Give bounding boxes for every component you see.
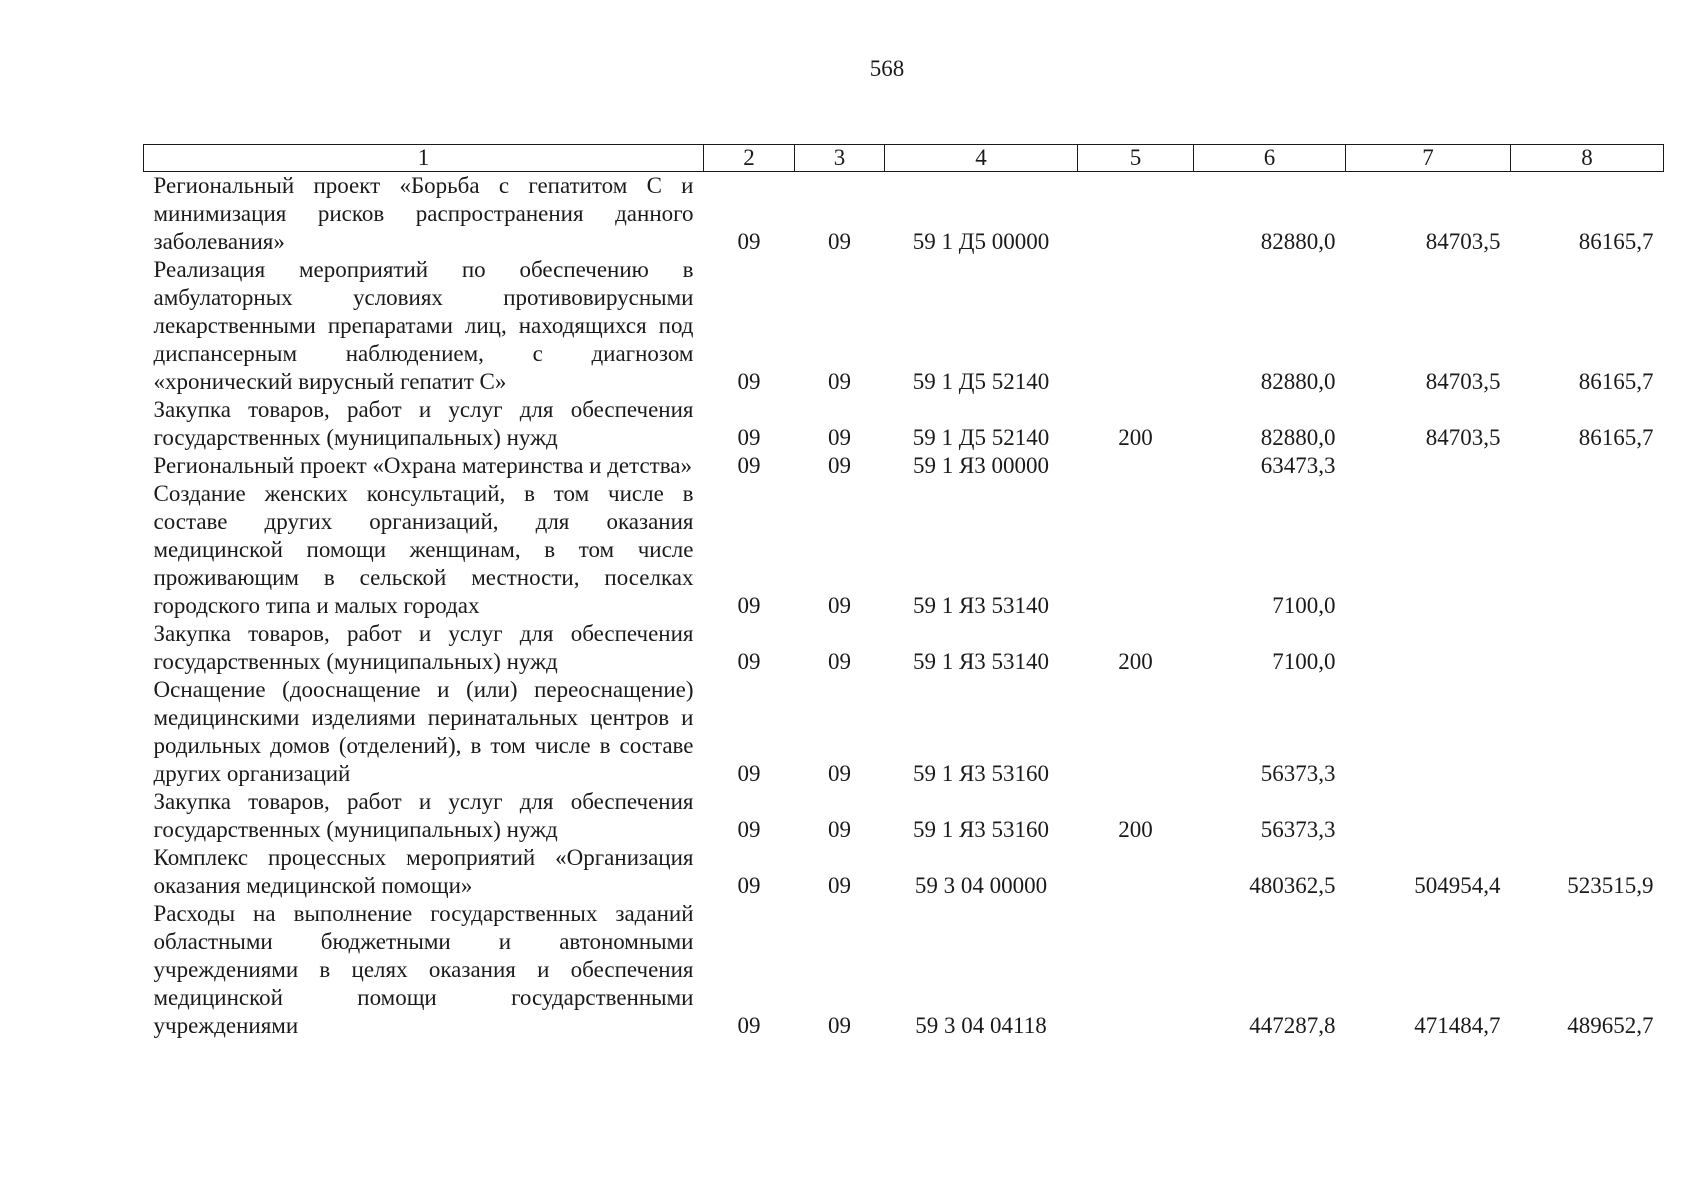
section-code: 09 bbox=[737, 593, 761, 618]
amount-col-6: 56373,3 bbox=[1260, 817, 1336, 842]
amount-col-8: 86165,7 bbox=[1578, 229, 1654, 254]
amount-col-8: 489652,7 bbox=[1567, 1013, 1654, 1038]
section-code: 09 bbox=[737, 761, 761, 786]
table-body bbox=[144, 172, 1664, 1041]
expense-type-code bbox=[1078, 256, 1194, 396]
item-name: Реализация мероприятий по обеспечению в амбулаторных условиях противовирусными лекарственными препаратами лиц, находящихся под диспансерным наблюдением, с диагнозом «хронический вирусный гепатит С» bbox=[153, 257, 694, 394]
amount-col-7: 504954,4 bbox=[1414, 873, 1501, 898]
subsection-code: 09 bbox=[828, 369, 851, 394]
target-article-code: 59 1 Я3 00000 bbox=[912, 453, 1050, 478]
amount-col-8: 86165,7 bbox=[1578, 369, 1654, 394]
amount-col-8 bbox=[1511, 620, 1664, 676]
target-article-code: 59 1 Д5 00000 bbox=[912, 229, 1050, 254]
item-name: Комплекс процессных мероприятий «Организация оказания медицинской помощи» bbox=[153, 845, 694, 898]
expense-type-code: 200 bbox=[1118, 649, 1153, 674]
expense-type-code bbox=[1078, 676, 1194, 788]
amount-col-6: 7100,0 bbox=[1272, 649, 1336, 674]
section-code: 09 bbox=[737, 1013, 761, 1038]
header-row bbox=[144, 145, 1664, 172]
amount-col-8 bbox=[1511, 788, 1664, 844]
table-row bbox=[144, 676, 1664, 788]
table-row bbox=[144, 480, 1664, 620]
item-name: Закупка товаров, работ и услуг для обеспечения государственных (муниципальных) нужд bbox=[153, 621, 694, 674]
target-article-code: 59 3 04 00000 bbox=[914, 873, 1048, 898]
table-row bbox=[144, 788, 1664, 844]
amount-col-7 bbox=[1346, 788, 1511, 844]
subsection-code: 09 bbox=[828, 761, 851, 786]
amount-col-6: 82880,0 bbox=[1260, 425, 1336, 450]
target-article-code: 59 1 Я3 53140 bbox=[912, 649, 1050, 674]
target-article-code: 59 1 Д5 52140 bbox=[912, 369, 1050, 394]
subsection-code: 09 bbox=[828, 1013, 851, 1038]
target-article-code: 59 1 Я3 53160 bbox=[912, 761, 1050, 786]
target-article-code: 59 1 Д5 52140 bbox=[912, 425, 1050, 450]
amount-col-7: 84703,5 bbox=[1425, 425, 1501, 450]
target-article-code: 59 1 Я3 53140 bbox=[912, 593, 1050, 618]
item-name: Региональный проект «Охрана материнства и детства» bbox=[153, 453, 692, 478]
column-header: 4 bbox=[885, 145, 1078, 172]
expense-type-code bbox=[1078, 172, 1194, 257]
amount-col-6: 82880,0 bbox=[1260, 369, 1336, 394]
amount-col-6: 56373,3 bbox=[1260, 761, 1336, 786]
amount-col-7 bbox=[1346, 480, 1511, 620]
amount-col-6: 63473,3 bbox=[1260, 453, 1336, 478]
expense-type-code bbox=[1078, 844, 1194, 900]
expense-type-code bbox=[1078, 480, 1194, 620]
subsection-code: 09 bbox=[828, 593, 851, 618]
subsection-code: 09 bbox=[828, 649, 851, 674]
section-code: 09 bbox=[737, 229, 761, 254]
section-code: 09 bbox=[737, 425, 761, 450]
page-number: 568 bbox=[869, 56, 905, 81]
subsection-code: 09 bbox=[828, 229, 851, 254]
section-code: 09 bbox=[737, 453, 761, 478]
amount-col-8 bbox=[1511, 676, 1664, 788]
item-name: Создание женских консультаций, в том числе в составе других организаций, для оказания медицинской помощи женщинам, в том числе проживающим в сельской местности, поселках городского типа и малых городах bbox=[153, 481, 694, 618]
subsection-code: 09 bbox=[828, 817, 851, 842]
column-header: 5 bbox=[1078, 145, 1194, 172]
table-row bbox=[144, 452, 1664, 480]
column-header: 2 bbox=[704, 145, 795, 172]
expense-type-code bbox=[1078, 452, 1194, 480]
item-name: Расходы на выполнение государственных заданий областными бюджетными и автономными учреждениями в целях оказания и обеспечения медицинской помощи государственными учреждениями bbox=[153, 901, 694, 1038]
item-name: Оснащение (дооснащение и (или) переоснащение) медицинскими изделиями перинатальных центров и родильных домов (отделений), в том числе в составе других организаций bbox=[153, 677, 694, 786]
expense-type-code: 200 bbox=[1118, 817, 1153, 842]
expense-type-code bbox=[1078, 900, 1194, 1040]
column-header: 7 bbox=[1346, 145, 1511, 172]
amount-col-6: 480362,5 bbox=[1249, 873, 1336, 898]
section-code: 09 bbox=[737, 369, 761, 394]
item-name: Региональный проект «Борьба с гепатитом С и минимизация рисков распространения данного заболевания» bbox=[153, 173, 694, 254]
item-name: Закупка товаров, работ и услуг для обеспечения государственных (муниципальных) нужд bbox=[153, 789, 694, 842]
column-header: 1 bbox=[144, 145, 704, 172]
amount-col-6: 447287,8 bbox=[1249, 1013, 1336, 1038]
amount-col-7: 84703,5 bbox=[1425, 229, 1501, 254]
subsection-code: 09 bbox=[828, 425, 851, 450]
column-header: 3 bbox=[795, 145, 885, 172]
target-article-code: 59 1 Я3 53160 bbox=[912, 817, 1050, 842]
column-header: 6 bbox=[1194, 145, 1346, 172]
table-row bbox=[144, 396, 1664, 452]
section-code: 09 bbox=[737, 817, 761, 842]
subsection-code: 09 bbox=[828, 873, 851, 898]
amount-col-8: 86165,7 bbox=[1578, 425, 1654, 450]
amount-col-6: 7100,0 bbox=[1272, 593, 1336, 618]
amount-col-6: 82880,0 bbox=[1260, 229, 1336, 254]
table-row bbox=[144, 844, 1664, 900]
amount-col-7 bbox=[1346, 620, 1511, 676]
amount-col-7 bbox=[1346, 676, 1511, 788]
section-code: 09 bbox=[737, 649, 761, 674]
subsection-code: 09 bbox=[828, 453, 851, 478]
table-row bbox=[144, 256, 1664, 396]
table-row bbox=[144, 620, 1664, 676]
amount-col-7: 84703,5 bbox=[1425, 369, 1501, 394]
amount-col-8 bbox=[1511, 452, 1664, 480]
amount-col-8 bbox=[1511, 480, 1664, 620]
amount-col-8: 523515,9 bbox=[1567, 873, 1654, 898]
budget-table bbox=[143, 144, 1664, 1040]
section-code: 09 bbox=[737, 873, 761, 898]
amount-col-7: 471484,7 bbox=[1414, 1013, 1501, 1038]
target-article-code: 59 3 04 04118 bbox=[915, 1013, 1047, 1038]
column-header: 8 bbox=[1511, 145, 1664, 172]
table-row bbox=[144, 172, 1664, 257]
amount-col-7 bbox=[1346, 452, 1511, 480]
expense-type-code: 200 bbox=[1118, 425, 1153, 450]
item-name: Закупка товаров, работ и услуг для обеспечения государственных (муниципальных) нужд bbox=[153, 397, 694, 450]
table-row bbox=[144, 900, 1664, 1040]
